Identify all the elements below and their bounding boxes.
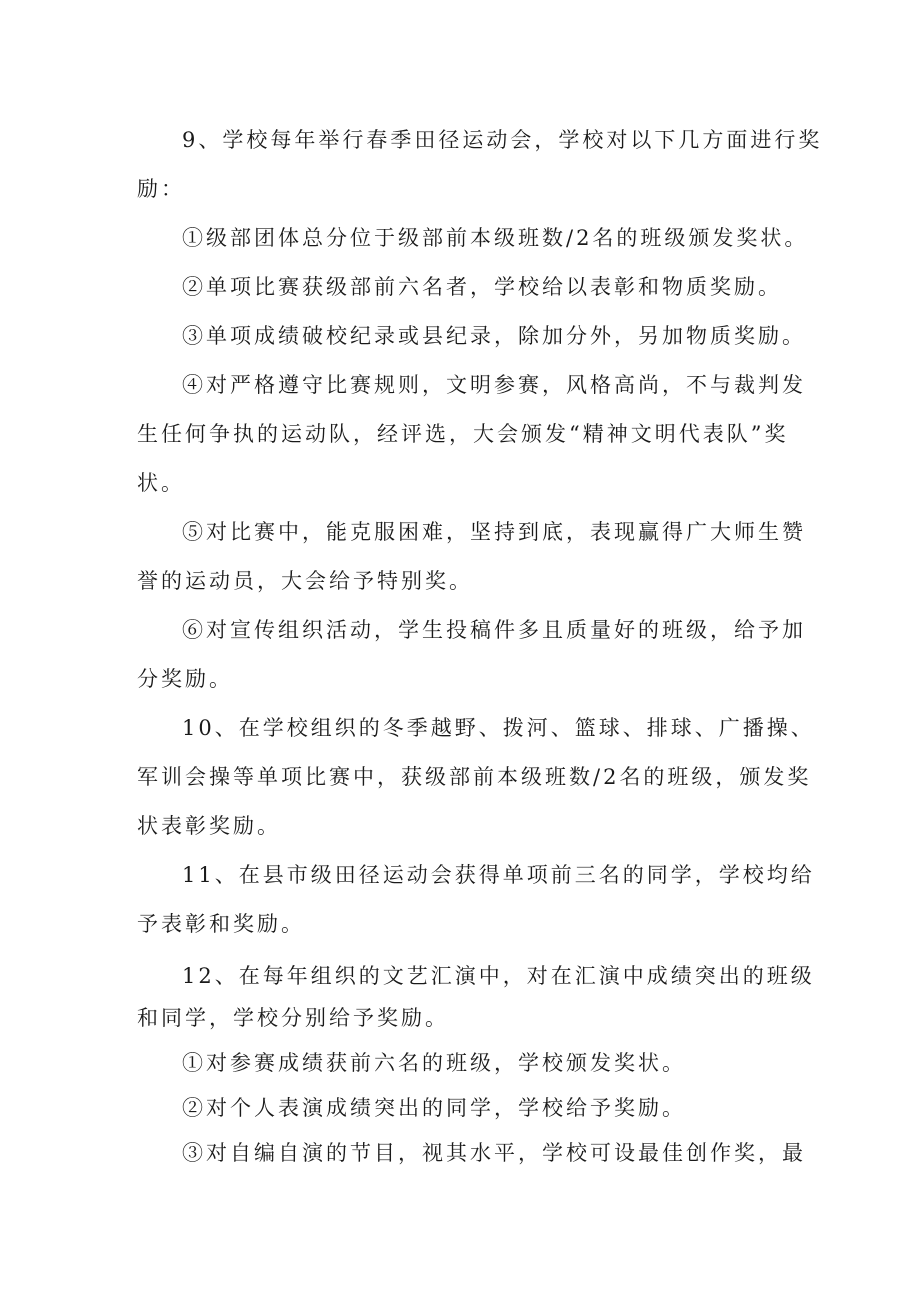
- paragraph-11-line-1: 11、在县市级田径运动会获得单项前三名的同学，学校均给: [182, 863, 815, 887]
- item-9-4-line-2: 生任何争执的运动队，经评选，大会颁发“精神文明代表队”奖: [137, 422, 789, 446]
- paragraph-10-line-2: 军训会操等单项比赛中，获级部前本级班数/2名的班级，颁发奖: [137, 765, 812, 789]
- item-9-3: ③单项成绩破校纪录或县纪录，除加分外，另加物质奖励。: [182, 324, 806, 348]
- item-9-4-line-1: ④对严格遵守比赛规则，文明参赛，风格高尚，不与裁判发: [182, 373, 806, 397]
- paragraph-10-line-1: 10、在学校组织的冬季越野、拨河、篮球、排球、广播操、: [182, 716, 815, 740]
- item-9-4-line-3: 状。: [137, 471, 185, 495]
- paragraph-9-line-1: 9、学校每年举行春季田径运动会，学校对以下几方面进行奖: [182, 128, 823, 152]
- paragraph-10-line-3: 状表彰奖励。: [137, 814, 281, 838]
- paragraph-12-line-1: 12、在每年组织的文艺汇演中，对在汇演中成绩突出的班级: [182, 964, 815, 988]
- item-9-6-line-2: 分奖励。: [137, 667, 233, 691]
- item-9-5-line-2: 誉的运动员，大会给予特别奖。: [137, 569, 473, 593]
- item-12-1: ①对参赛成绩获前六名的班级，学校颁发奖状。: [182, 1051, 686, 1075]
- item-9-5-line-1: ⑤对比赛中，能克服困难，坚持到底，表现赢得广大师生赞: [182, 520, 806, 544]
- paragraph-11-line-2: 予表彰和奖励。: [137, 912, 305, 936]
- item-9-2: ②单项比赛获级部前六名者，学校给以表彰和物质奖励。: [182, 275, 782, 299]
- item-9-1: ①级部团体总分位于级部前本级班数/2名的班级颁发奖状。: [182, 226, 809, 250]
- paragraph-12-line-2: 和同学，学校分别给予奖励。: [137, 1006, 449, 1030]
- item-9-6-line-1: ⑥对宣传组织活动，学生投稿件多且质量好的班级，给予加: [182, 618, 806, 642]
- paragraph-9-line-2: 励：: [137, 177, 185, 201]
- item-12-2: ②对个人表演成绩突出的同学，学校给予奖励。: [182, 1096, 686, 1120]
- item-12-3-line-1: ③对自编自演的节目，视其水平，学校可设最佳创作奖，最: [182, 1141, 806, 1165]
